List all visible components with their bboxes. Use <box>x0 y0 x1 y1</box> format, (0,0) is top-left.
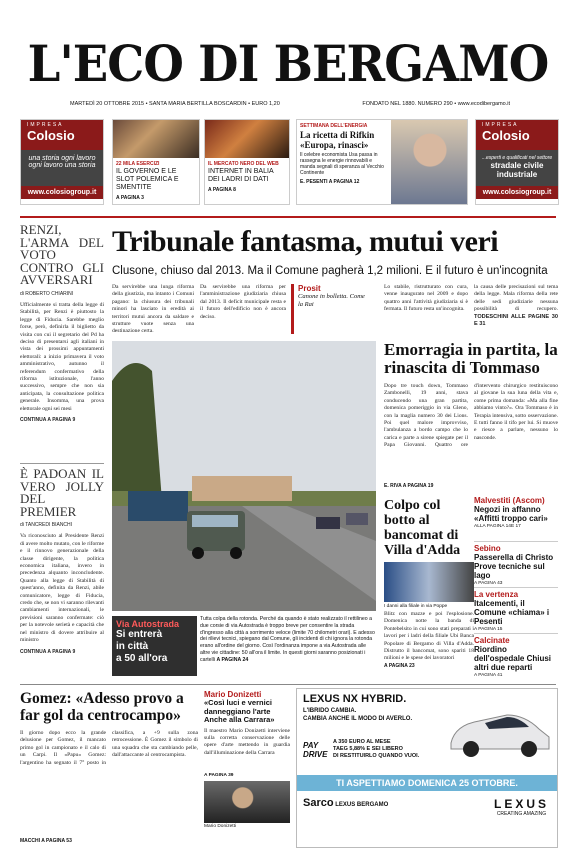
main-col4: Lo stabile, ristrutturato con cura, venne inaugurato nel 2009 e dopo quattro anni l'attività giudiziaria si è fermata. Il futuro resta un'incognita. <box>384 284 468 313</box>
photo-label-line3: a 50 all'ora <box>116 653 168 664</box>
teaser-web-image <box>205 120 289 158</box>
bancomat-photo <box>384 562 474 602</box>
dateline <box>70 101 510 107</box>
donizetti-title: «Così luci e vernici danneggiano l'arte Anche alla Carrara» <box>204 698 275 724</box>
editorial-body: Ufficialmente si tratta della legge di Stabilità, per Renzi è piuttosto la legge di Fiducia. Sarebbe meglio forse, però, definirla il biglietto da visita con cui il segretario del Pd ha deciso di presentarsi agli italiani in vista dei prossimi appuntamenti elettorali: a inizio primavera il voto amministrativo, autunno il referendum confermativo della riforma istituzionale, l'anno successivo, sempre che non sia anticipata, la consultazione politica generale. Insomma, una prova elettorale ogni sei mesi <box>20 301 104 412</box>
bancomat-caption: I danni alla filiale in via Poppe <box>384 604 448 609</box>
continue-link[interactable]: A PAGINA 24 <box>216 656 249 663</box>
main-col2: Da servirebbe una riforma per l'amministrazione giudiziaria chiusa dal 2013. Il deficit municipale resta e il futuro dell'edificio non è ancora deciso. <box>200 284 286 320</box>
gomez-article[interactable] <box>20 690 198 850</box>
donizetti-body: Il maestro Mario Donizetti interviene sulla corretta conservazione delle opere d'arte mettendo in guardia dall'illuminazione della Carrara <box>204 727 290 756</box>
gomez-headline: Gomez: «Adesso provo a far gol da centrocampo» <box>20 690 184 724</box>
ad-pay: PAY DRIVE <box>303 741 328 759</box>
continue-link[interactable]: CONTINUA A PAGINA 9 <box>20 417 76 423</box>
teaser-page: E. PESENTI A PAGINA 12 <box>300 179 360 185</box>
teaser-title: La ricetta di Rifkin «Europa, rinasci» <box>300 130 375 150</box>
colosio-url[interactable]: www.colosiogroup.it <box>21 186 103 199</box>
bancomat-body: Blitz con mazze e poi l'esplosione. Domenica notte la banda di Pontebelsito in cui sono stati preparati i lavori per i ladri della filiale Ubi Banca Popolare di Bergamo di Villa d'Adda. Distrutto il bancomat, sono spariti 18 milioni e le spese dei lavoratori <box>384 611 474 662</box>
teaser-title: INTERNET IN BALIA DEI LADRI DI DATI <box>208 168 274 183</box>
photo-label-line1: Si entrerà <box>116 629 163 640</box>
teaser-title: IL GOVERNO E LE SLOT POLEMICA E SMENTITE <box>116 168 179 191</box>
tommaso-article[interactable] <box>384 341 558 489</box>
teaser-page: A PAGINA 3 <box>116 195 144 201</box>
editorial-title: RENZI, L'ARMA DEL VOTO CONTRO GLI AVVERSARI <box>20 224 104 287</box>
masthead[interactable]: L'ECO DI BERGAMO <box>27 34 549 93</box>
brief-item[interactable]: Sebino Passerella di Christo Prove tecniche sul lago A PAGINA 43 <box>474 542 558 588</box>
teaser-rifkin[interactable] <box>296 119 468 205</box>
colosio-slogan: ...esperti e qualificati nel settore stradale civile industriale <box>476 150 558 186</box>
ad-banner: TI ASPETTIAMO DOMENICA 25 OTTOBRE. <box>297 775 557 791</box>
photo-caption: Tutta colpa della rotonda. Perché da quando è stato realizzato il rettilineo a due corsie di via Autostrada è troppo breve per consentire la strada d'ingresso alla città a sorrimento veloce (limite 70 chilometri orari). E adesso dei rilievi tecnici, spiegano dal Comune, gli incidenti di chi ignora la rotonda erano all'ordine del giorno. Così l'ordinanza impone a via Autostrada alle altre vie cittadine: 50 all'ora il limite. In questi giorni saranno posizionati i cartelli A PAGINA 24 <box>200 616 375 663</box>
ad-line1: L'IBRIDO CAMBIA. <box>303 708 357 714</box>
ad-line2: CAMBIA ANCHE IL MODO DI AVERLO. <box>303 716 413 722</box>
dealer-logo: Sarco LEXUS BERGAMO <box>303 797 389 809</box>
tommaso-headline: Emorragia in partita, la rinascita di Tommaso <box>384 340 558 377</box>
bancomat-article[interactable] <box>384 498 474 678</box>
lexus-logo: LEXUS CREATING AMAZING <box>493 797 549 817</box>
continue-link[interactable]: MACCHI A PAGINA 53 <box>20 838 72 844</box>
side-briefs <box>474 496 558 680</box>
main-subhead: Clusone, chiuso dal 2013. Ma il Comune pagherà 1,2 milioni. E il futuro è un'incognita <box>112 265 548 277</box>
teaser-body: Il celebre economista Usa passa in rassegna le energie rinnovabili e manda segnali di speranza al Vecchio Continente <box>300 152 384 176</box>
car-image <box>445 701 553 763</box>
teaser-kicker: IL MERCATO NERO DEL WEB <box>208 161 279 167</box>
teaser-kicker: SETTIMANA DELL'ENERGIA <box>300 123 368 129</box>
teaser-page: A PAGINA 8 <box>208 187 236 193</box>
continue-link[interactable]: E. RIVA A PAGINA 19 <box>384 483 434 489</box>
donizetti-article[interactable] <box>204 690 290 850</box>
divider-line <box>20 216 556 218</box>
photo-label-kicker: Via Autostrada <box>116 619 180 629</box>
photo-label-line2: in città <box>116 641 149 652</box>
promo-colosio-left[interactable] <box>20 119 104 205</box>
teaser-kicker: 22 MILA ESERCIZI <box>116 161 160 167</box>
main-col1: Da servirebbe una lunga riforma della giustizia, ma intanto i Comuni pagano: la chiusura dei tribunali minori ha lasciato in eredità ai territori mutui ancora da saldare e strutture vuote senza una destinazione certa. <box>112 284 194 334</box>
brief-item[interactable]: Malvestiti (Ascom) Negozi in affanno «Affitti troppo cari» ALLA PAGINA 14E 17 <box>474 496 558 542</box>
editorial-title: È PADOAN IL VERO JOLLY DEL PREMIER <box>20 466 104 519</box>
promo-colosio-right[interactable] <box>475 119 559 205</box>
donizetti-caption: Mario Donizetti <box>204 823 236 829</box>
photo-label[interactable] <box>112 616 197 676</box>
lexus-ad[interactable] <box>296 688 558 848</box>
brief-item[interactable]: Calcinate Riordino dell'ospedale Chiusi altri due reparti A PAGINA 41 <box>474 636 552 678</box>
ad-brand: LEXUS NX HYBRID. <box>303 693 407 705</box>
colosio-slogan: una storia ogni lavoro ogni lavoro una storia <box>21 150 103 186</box>
continue-link[interactable]: TODESCHINI ALLE PAGINE 30 E 31 <box>474 313 558 328</box>
continue-link[interactable]: CONTINUA A PAGINA 9 <box>20 648 76 655</box>
colosio-logo: IMPRESA Colosio <box>21 120 103 150</box>
dateline-left: MARTEDÌ 20 OTTOBRE 2015 • SANTA MARIA BERTILLA BOSCARDIN • EURO 1,20 <box>70 101 280 107</box>
prosit-box[interactable] <box>291 284 371 334</box>
divider-line <box>20 684 556 685</box>
prosit-label: Prosit <box>298 284 321 293</box>
main-col5: la causa delle precisazioni sul tema della legge. Mala riforma della rete delle sedi giudiziarie nessuna possibilità di recupero. TODESCHINI ALLE PAGINE 30 E 31 <box>474 284 558 328</box>
teaser-web[interactable] <box>204 119 290 205</box>
editorial-body: Va riconosciuto al Presidente Renzi di avere molto mutato, con le riforme e il rinnovo generazionale della classe dirigente, la politica economica italiana, invero in precedenza alquanto inconcludente. Quanto alla legge di Stabilità di quest'anno, definita da Renzi, abile comunicatore, legge di Fiducia, credo che, se non vi saranno rilevanti cambiamenti internazionali, le previsioni saranno confermate: ciò per la notevole serietà e capacità che nel ministro di dovere attribuire al ministro <box>20 533 104 644</box>
prosit-text: Canone in bolletta. Come la Rai <box>298 293 365 308</box>
dateline-right[interactable]: FONDATO NEL 1880. NUMERO 290 • www.ecodibergamo.it <box>362 101 510 107</box>
bancomat-headline: Colpo col botto al bancomat di Villa d'Adda <box>384 498 461 558</box>
continue-link[interactable]: A PAGINA 39 <box>204 772 234 778</box>
byline: di ROBERTO CHIARINI <box>20 290 74 297</box>
gomez-body: Il giorno dopo ecco la grande delusione per Gomez, il mancato primo gol in campionato e il calo di un Carpi. Il «Papu» Gomez: l'argentino ha segnato il 7° posto in classifica, a +9 sulla zona retrocessione. È Gomez il simbolo di una squadra che sta cambiando pelle, dall'attaccante al centrocampista. <box>20 730 198 766</box>
continue-link[interactable]: A PAGINA 23 <box>384 663 415 669</box>
editorial-renzi[interactable] <box>20 224 104 449</box>
donizetti-kicker: Mario Donizetti <box>204 690 262 699</box>
teaser-slot-image <box>113 120 199 158</box>
colosio-logo: IMPRESA Colosio <box>476 120 558 150</box>
byline: di TANCREDI BIANCHI <box>20 522 73 528</box>
ad-offer: A 350 EURO AL MESE TAEG 5,88% E SEI LIBERO DI RESTITUIRLO QUANDO VUOI. <box>333 739 420 759</box>
rifkin-photo <box>391 120 468 205</box>
via-autostrada-photo <box>112 341 376 611</box>
colosio-url[interactable]: www.colosiogroup.it <box>476 186 558 199</box>
teaser-slot[interactable] <box>112 119 200 205</box>
road-scene-image <box>112 341 376 611</box>
brief-item[interactable]: La vertenza Italcementi, il Comune «chiama» i Pesenti A PAGINA 15 <box>474 588 558 634</box>
tommaso-body: Dopo tre touch down, Tommaso Zambonelli, 19 anni, stava conducendo una gran partita, domenica pomeriggio in via Gleno, con la maglia numero 30 dei Lions. Poi quel malore improvviso, l'ambulanza a bordo campo che lo carica e parte a sirene spiegate per il Papa Giovanni. Quattro ore d'intervento chirurgico restituiscono al giovane la sua luna della vita e, come prima domanda: «Ma alla fine abbiamo vinto?». Ora Tommaso è in Terapia intensiva, sotto osservazione. E tutti fanno il tifo per lui. Si muove e riesce a parlare, nessuno lo nasconde. <box>384 383 558 449</box>
main-headline[interactable]: Tribunale fantasma, mutui veri <box>112 225 499 258</box>
editorial-padoan[interactable] <box>20 463 104 683</box>
donizetti-photo <box>204 781 290 823</box>
